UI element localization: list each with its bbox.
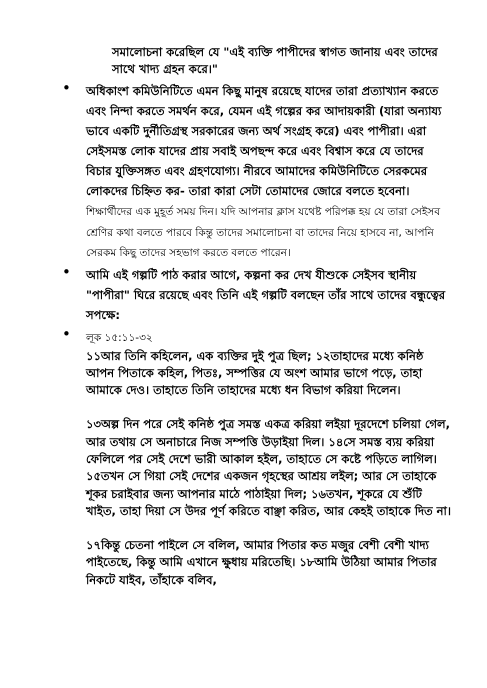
bullet-text-bold: অধিকাংশ কমিউনিটিতে এমন কিছু মানুষ রয়েছে যাদের তারা প্রত্যাখ্যান করতে এবং নিন্দা করতে সমর্থন করে, যেমন এই গল্পের কর আদায়কারী (যারা অন্যায্য ভাবে একটি দুর্নীতিগ্রস্থ সরকারের জন্য অর্থ সংগ্রহ করে) এবং পাপীরা। এরা সেইসমস্ত লোক যাদের প্রায় সবাই অপছন্দ করে এবং বিশ্বাস করে যে তাদের বিচার যুক্তিসঙ্গত এবং গ্রহণযোগ্য। নীরবে আমাদের কমিউনিটিতে সেরকমের লোকদের চিহ্নিত কর- তারা কারা সেটা তোমাদের জোরে বলতে হবেনা। <box>86 84 442 198</box>
bullet-item-reference <box>62 326 451 346</box>
verse-paragraph-13: ১৩অল্প দিন পরে সেই কনিষ্ঠ পুত্র সমস্ত একত্র করিয়া লইয়া দূরদেশে চলিয়া গেল, আর তথায় সে অনাচারে নিজ সম্পত্তি উড়াইয়া দিল। ১৪সে সমস্ত ব্যয় করিয়া ফেলিলে পর সেই দেশে ভারী আকাল হইল, তাহাতে সে কষ্টে পড়িতে লাগিল। ১৫তখন সে গিয়া সেই দেশের একজন গৃহস্থের আশ্রয় লইল; আর সে তাহাকে শূকর চরাইবার জন্য আপনার মাঠে পাঠাইয়া দিল; ১৬তখন, শূকরে যে শুঁটি খাইত, তাহা দিয়া সে উদর পূর্ণ করিতে বাঞ্ছা করিত, আর কেহই তাহাকে দিত না। <box>86 417 451 518</box>
verse-paragraph-17: ১৭কিন্তু চেতনা পাইলে সে বলিল, আমার পিতার কত মজুর বেশী বেশী খাদ্য পাইতেছে, কিন্তু আমি এখানে ক্ষুধায় মরিতেছি। ১৮আমি উঠিয়া আমার পিতার নিকটে যাইব, তাঁহাকে বলিব, <box>86 538 437 587</box>
bullet-text-normal: শিক্ষার্থীদের এক মুহূর্ত সময় দিন। যদি আপনার ক্লাস যথেষ্ট পরিপক্ক হয় যে তারা সেইসব শ্রেণির কথা বলতে পারবে কিন্তু তাদের সমালোচনা বা তাদের নিয়ে হাসবে না, আপনি সেরকম কিছু তাদের সহভাগ করতে বলতে পারেন। <box>86 206 441 259</box>
bullet-list <box>62 80 451 346</box>
bullet-item-communities <box>62 80 451 262</box>
bullet-item-imagine <box>62 264 451 324</box>
scripture-reference: লূক ১৫:১১-৩২ <box>86 331 153 344</box>
bullet-text: আমি এই গল্পটি পাঠ করার আগে, কল্পনা কর দেখ যীশুকে সেইসব স্থানীয় "পাপীরা" ঘিরে রয়েছে এবং তিনি এই গল্পটি বলছেন তাঁর সাথে তাদের বন্ধুত্বের সপক্ষে: <box>86 267 446 322</box>
verse-paragraph-11: ১১আর তিনি কহিলেন, এক ব্যক্তির দুই পুত্র ছিল; ১২তাহাদের মধ্যে কনিষ্ঠ আপন পিতাকে কহিল, পিতঃ, সম্পত্তির যে অংশ আমার ভাগে পড়ে, তাহা আমাকে দেও। তাহাতে তিনি তাহাদের মধ্যে ধন বিভাগ করিয়া দিলেন। <box>86 348 424 398</box>
continuation-paragraph: সমালোচনা করেছিল যে "এই ব্যক্তি পাপীদের স্বাগত জানায় এবং তাদের সাথে খাদ্য গ্রহন করে।" <box>112 45 438 76</box>
